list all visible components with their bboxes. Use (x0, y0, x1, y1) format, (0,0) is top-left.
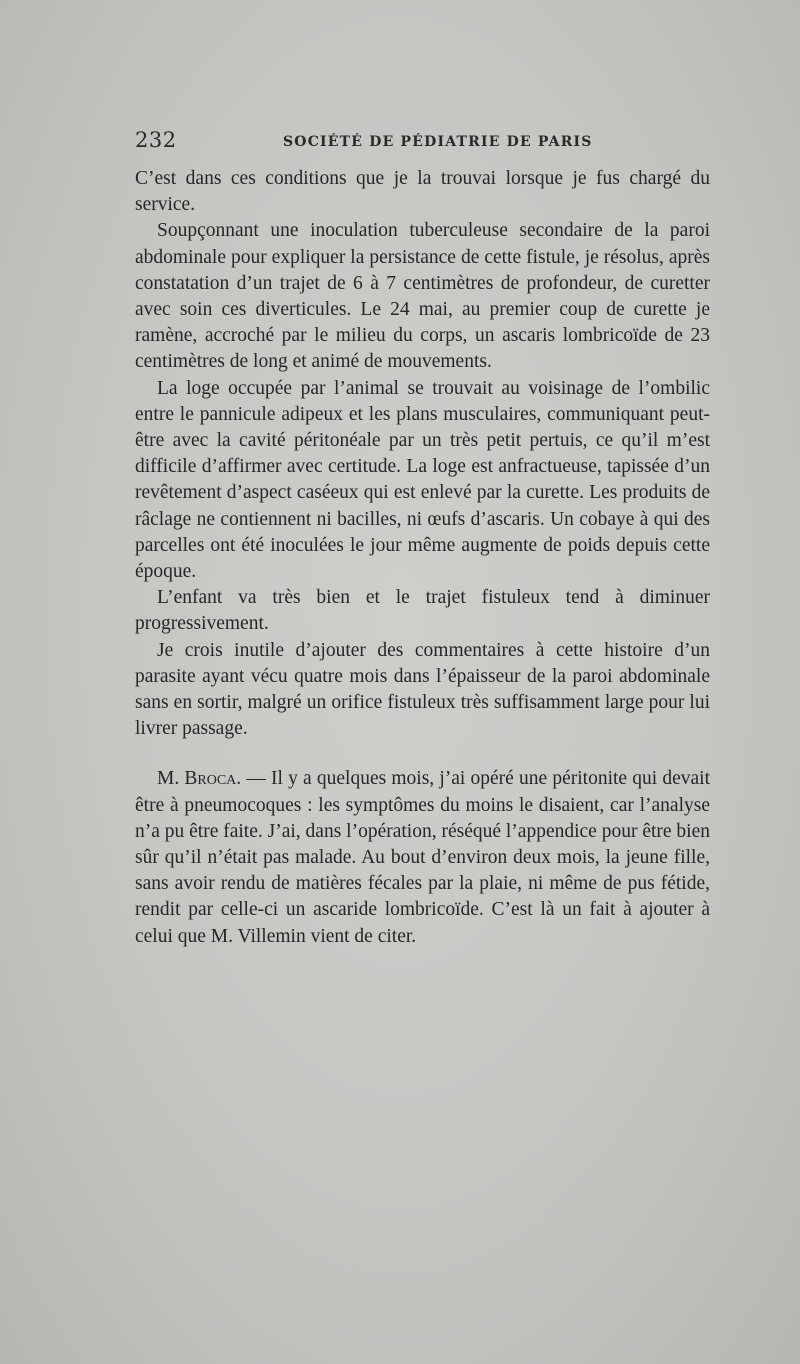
running-head (135, 128, 710, 158)
paragraph-3: La loge occupée par l’animal se trouvait au voisinage de l’ombilic entre le pannicule adipeux et les plans musculaires, communiquant peut-être avec la cavité péritonéale par un très petit pertuis, ce qu’il m’est difficile d’affirmer avec certitude. La loge est anfractueuse, tapissée d’un revêtement d’aspect caséeux qui est enlevé par la curette. Les produits de râclage ne contiennent ni bacilles, ni œufs d’ascaris. Un cobaye à qui des parcelles ont été inoculées le jour même augmente de poids depuis cette époque. (135, 377, 710, 583)
body-text (135, 166, 710, 950)
journal-title: SOCIÉTÉ DE PÉDIATRIE DE PARIS (283, 134, 593, 150)
paragraph-6-text: — Il y a quelques mois, j’ai opéré une péritonite qui devait être à pneumocoques : les symptômes du moins le disaient, car l’analyse n’a pu être faite. J’ai, dans l’opération, réséqué l’appendice pour être bien sûr qu’il n’était pas malade. Au bout d’environ deux mois, la jeune fille, sans avoir rendu de matières fécales par la plaie, ni même de pus fétide, rendit par celle-ci un ascaride lombricoïde. C’est là un fait à ajouter à celui que M. Villemin vient de citer. (135, 768, 710, 947)
paragraph-1: C’est dans ces conditions que je la trouvai lorsque je fus chargé du service. (135, 168, 710, 216)
page-number: 232 (135, 128, 177, 152)
paragraph-2: Soupçonnant une inoculation tuberculeuse secondaire de la paroi abdominale pour expliquer la persistance de cette fistule, je résolus, après constatation d’un trajet de 6 à 7 centimètres de profondeur, de curetter avec soin ces diverticules. Le 24 mai, au premier coup de curette je ramène, accroché par le milieu du corps, un ascaris lombricoïde de 23 centimètres de long et animé de mouvements. (135, 220, 710, 373)
paragraph-4: L’enfant va très bien et le trajet fistuleux tend à diminuer progressivement. (135, 587, 710, 635)
speaker-name: M. Broca. (157, 768, 242, 790)
paragraph-5: Je crois inutile d’ajouter des commentaires à cette histoire d’un parasite ayant vécu quatre mois dans l’épaisseur de la paroi abdominale sans en sortir, malgré un orifice fistuleux très suffisamment large pour lui livrer passage. (135, 639, 710, 740)
paragraph-6 (135, 766, 710, 949)
